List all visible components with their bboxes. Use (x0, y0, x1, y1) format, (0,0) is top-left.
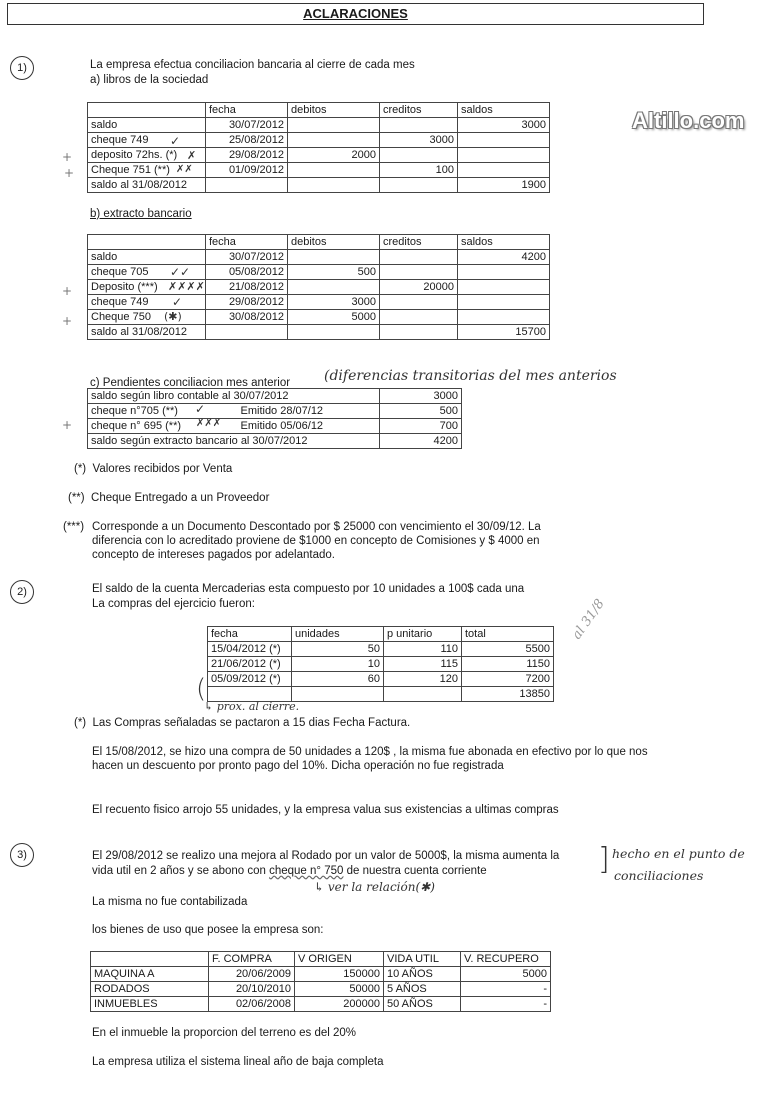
section-3-line5: En el inmueble la proporcion del terreno es del 20% (92, 1027, 357, 1039)
table-row (88, 118, 550, 133)
cell: 150000 (295, 967, 384, 982)
paragraph-line: hacen un descuento por pronto pago del 10%. Dicha operación no fue registrada (92, 760, 504, 772)
table-header-row (88, 235, 550, 250)
cell (206, 325, 288, 340)
cell: 4200 (458, 250, 550, 265)
section-1-intro: La empresa efectua conciliacion bancaria al cierre de cada mes (90, 59, 415, 71)
cell: 2000 (288, 148, 380, 163)
page-title: ACLARACIONES (303, 6, 408, 21)
cell: saldo al 31/08/2012 (88, 325, 206, 340)
header-cell: fecha (206, 235, 288, 250)
cell: 1150 (462, 657, 554, 672)
circled-asterisk-icon: (✱) (164, 310, 182, 323)
cell: Cheque 751 (**) (88, 163, 206, 178)
cell: deposito 72hs. (*) (88, 148, 206, 163)
cell: 01/09/2012 (206, 163, 288, 178)
header-cell: creditos (380, 103, 458, 118)
table-pendientes (87, 388, 462, 449)
note-2 (68, 491, 269, 505)
table-row (88, 265, 550, 280)
header-cell: saldos (458, 235, 550, 250)
cell: 25/08/2012 (206, 133, 288, 148)
cell: 50 (292, 642, 384, 657)
cell: 500 (380, 404, 462, 419)
header-cell: p unitario (384, 627, 462, 642)
cell: RODADOS (91, 982, 209, 997)
table-row (88, 295, 550, 310)
cell: 20/06/2009 (209, 967, 295, 982)
cell: saldo al 31/08/2012 (88, 178, 206, 193)
cell: saldo según extracto bancario al 30/07/2012 (88, 434, 380, 449)
cell (380, 118, 458, 133)
cell: 5500 (462, 642, 554, 657)
header-cell: saldos (458, 103, 550, 118)
section-3-line3: La misma no fue contabilizada (92, 896, 248, 908)
cell: 29/08/2012 (206, 295, 288, 310)
cell: saldo (88, 250, 206, 265)
table-row (88, 404, 462, 419)
table-row (88, 389, 462, 404)
cell (458, 148, 550, 163)
cell: 30/08/2012 (206, 310, 288, 325)
cell: 15/04/2012 (*) (208, 642, 292, 657)
handwritten-side-note-line2: conciliaciones (614, 868, 704, 883)
table-row (208, 657, 554, 672)
section-2-note-text: Las Compras señaladas se pactaron a 15 dias Fecha Factura. (92, 717, 411, 729)
cell (288, 118, 380, 133)
cell: cheque n°705 (**) (88, 404, 238, 419)
cell: 3000 (458, 118, 550, 133)
handwritten-side-note-line1: hecho en el punto de (612, 846, 745, 861)
cell (380, 265, 458, 280)
cell: cheque 749 (88, 295, 206, 310)
cell: 60 (292, 672, 384, 687)
cell: 50 AÑOS (384, 997, 461, 1012)
cell: 02/06/2008 (209, 997, 295, 1012)
header-cell: V ORIGEN (295, 952, 384, 967)
section-3-line1: El 29/08/2012 se realizo una mejora al Rodado por un valor de 5000$, la misma aumenta la (92, 850, 560, 862)
section-2-line2: La compras del ejercicio fueron: (92, 598, 255, 610)
table-row (91, 982, 551, 997)
cell: 4200 (380, 434, 462, 449)
section-3-line2-post: de nuestra cuenta corriente (343, 865, 487, 877)
header-cell (88, 235, 206, 250)
table-extracto (87, 234, 550, 340)
cell: cheque 749 (88, 133, 206, 148)
cell (458, 295, 550, 310)
note-2-mark: (**) (68, 492, 85, 504)
double-check-mark-icon: ✓✓ (170, 265, 191, 279)
cell: 29/08/2012 (206, 148, 288, 163)
cell: 3000 (380, 133, 458, 148)
cell: 15700 (458, 325, 550, 340)
header-cell: VIDA UTIL (384, 952, 461, 967)
table-row (88, 250, 550, 265)
table-compras (207, 626, 554, 702)
cell (288, 178, 380, 193)
section-1-number: 1) (10, 56, 34, 80)
check-mark-icon: ✓ (170, 134, 181, 148)
table-row (208, 672, 554, 687)
cell: 200000 (295, 997, 384, 1012)
cell: saldo (88, 118, 206, 133)
handwritten-ver-relacion (314, 880, 435, 894)
cell (288, 250, 380, 265)
cell: 30/07/2012 (206, 118, 288, 133)
cell: 5 AÑOS (384, 982, 461, 997)
cell: Emitido 28/07/12 (238, 404, 380, 419)
cell: Cheque 750 (88, 310, 206, 325)
note-2-text: Cheque Entregado a un Proveedor (91, 492, 270, 504)
arrow-icon: ↳ (314, 880, 325, 894)
cell: - (461, 997, 551, 1012)
plus-mark-icon: + (62, 418, 73, 432)
table-header-row (208, 627, 554, 642)
handwritten-al-31-8: al 31/8 (569, 596, 608, 643)
cell: MAQUINA A (91, 967, 209, 982)
cell: 10 (292, 657, 384, 672)
cell: 7200 (462, 672, 554, 687)
table-row (88, 434, 462, 449)
cell: 20/10/2010 (209, 982, 295, 997)
handwritten-prox-cierre-text: prox. al cierre. (216, 700, 300, 713)
note-1 (74, 462, 232, 476)
header-cell (91, 952, 209, 967)
table-row (208, 642, 554, 657)
cross-mark-icon: ✗ (187, 149, 197, 162)
note-3-mark: (***) (63, 521, 85, 533)
cell (380, 178, 458, 193)
header-cell: fecha (208, 627, 292, 642)
plus-mark-icon: + (62, 314, 73, 328)
section-2-note-mark: (*) (74, 717, 87, 729)
cell: 500 (288, 265, 380, 280)
note-3-line: concepto de intereses pagados por adelantado. (92, 549, 335, 561)
header-cell: debitos (288, 235, 380, 250)
table-row (88, 325, 550, 340)
bracket-mark-icon: ] (598, 842, 610, 877)
cell: 5000 (288, 310, 380, 325)
handwritten-prox-cierre (204, 700, 299, 713)
section-3-line2-pre: vida util en 2 años y se abono con (92, 865, 270, 877)
cell (458, 163, 550, 178)
header-cell: unidades (292, 627, 384, 642)
cell: 100 (380, 163, 458, 178)
arrow-icon: ↳ (204, 700, 214, 713)
paragraph-line: El 15/08/2012, se hizo una compra de 50 unidades a 120$ , la misma fue abonada en efectivo por lo que nos (92, 746, 648, 758)
table-row (88, 419, 462, 434)
section-3-line2 (92, 864, 487, 878)
header-cell: F. COMPRA (209, 952, 295, 967)
cell (288, 280, 380, 295)
cell: Emitido 05/06/12 (238, 419, 380, 434)
section-1a-heading: a) libros de la sociedad (90, 74, 209, 86)
bracket-mark-icon: ( (196, 674, 207, 704)
cell (458, 280, 550, 295)
section-2-paragraph-2: El recuento fisico arrojo 55 unidades, y la empresa valua sus existencias a ultimas compras (92, 804, 559, 816)
check-mark-icon: ✓ (172, 295, 183, 309)
section-2-line1: El saldo de la cuenta Mercaderias esta compuesto por 10 unidades a 100$ cada una (92, 583, 525, 595)
cell (380, 250, 458, 265)
table-row (88, 280, 550, 295)
table-row (88, 310, 550, 325)
cell: 3000 (288, 295, 380, 310)
cell (384, 687, 462, 702)
note-3-text (92, 520, 692, 562)
cell: saldo según libro contable al 30/07/2012 (88, 389, 380, 404)
cell (458, 133, 550, 148)
header-cell: total (462, 627, 554, 642)
cell: 3000 (380, 389, 462, 404)
cell: cheque n° 695 (**) (88, 419, 238, 434)
section-2-paragraph-1 (92, 745, 648, 773)
note-1-mark: (*) (74, 463, 87, 475)
header-cell: creditos (380, 235, 458, 250)
section-3-number: 3) (10, 843, 34, 867)
note-3-line: diferencia con lo acreditado proviene de $1000 en concepto de Comisiones y $ 4000 en (92, 535, 540, 547)
cross-mark-icon: ✗✗✗✗ (168, 280, 205, 293)
cell: 120 (384, 672, 462, 687)
table-row (91, 997, 551, 1012)
cell: 30/07/2012 (206, 250, 288, 265)
cell: Deposito (***) (88, 280, 206, 295)
table-header-row (91, 952, 551, 967)
note-3-line: Corresponde a un Documento Descontado por $ 25000 con vencimiento el 30/09/12. La (92, 521, 541, 533)
section-1c-heading: c) Pendientes conciliacion mes anterior (90, 377, 291, 389)
cell (380, 148, 458, 163)
cell: 21/08/2012 (206, 280, 288, 295)
cell: 50000 (295, 982, 384, 997)
table-row (88, 133, 550, 148)
circled-asterisk-icon: (✱) (415, 880, 435, 894)
double-check-mark-icon: ✓ (195, 402, 206, 416)
table-header-row (88, 103, 550, 118)
cell (458, 310, 550, 325)
cell: cheque 705 (88, 265, 206, 280)
cell (288, 133, 380, 148)
cell: INMUEBLES (91, 997, 209, 1012)
cell: 5000 (461, 967, 551, 982)
cell: 110 (384, 642, 462, 657)
handwritten-ver-relacion-text: ver la relación (327, 880, 416, 894)
cell (288, 325, 380, 340)
handwritten-note-diferencias: (diferencias transitorias del mes anterios (324, 368, 617, 384)
cell: - (461, 982, 551, 997)
cell: 13850 (462, 687, 554, 702)
altillo-logo: Altillo.com (632, 108, 745, 133)
table-libros (87, 102, 550, 193)
cell: 115 (384, 657, 462, 672)
table-row (88, 178, 550, 193)
cell (458, 265, 550, 280)
cell (380, 310, 458, 325)
section-3-line4: los bienes de uso que posee la empresa son: (92, 924, 324, 936)
table-row (91, 967, 551, 982)
cell: 05/09/2012 (*) (208, 672, 292, 687)
table-bienes-de-uso (90, 951, 551, 1012)
cell: 700 (380, 419, 462, 434)
cell (380, 325, 458, 340)
header-cell: fecha (206, 103, 288, 118)
note-1-text: Valores recibidos por Venta (92, 463, 233, 475)
plus-mark-icon: + (62, 284, 73, 298)
plus-mark-icon: + (64, 166, 75, 180)
cell (292, 687, 384, 702)
cell: 10 AÑOS (384, 967, 461, 982)
cross-mark-icon: ✗✗✗ (196, 418, 222, 429)
table-row (88, 148, 550, 163)
header-cell: V. RECUPERO (461, 952, 551, 967)
page-title-box (7, 3, 704, 25)
section-1b-heading: b) extracto bancario (90, 208, 192, 220)
cell (380, 295, 458, 310)
cell: 05/08/2012 (206, 265, 288, 280)
cell: 1900 (458, 178, 550, 193)
plus-mark-icon: + (62, 150, 73, 164)
section-2-note (74, 716, 410, 730)
section-2-number: 2) (10, 580, 34, 604)
cell: 21/06/2012 (*) (208, 657, 292, 672)
cross-mark-icon: ✗✗ (176, 164, 193, 175)
section-3-cheque-ref: cheque n° 750 (269, 865, 344, 877)
header-cell (88, 103, 206, 118)
section-3-line6: La empresa utiliza el sistema lineal año de baja completa (92, 1056, 384, 1068)
header-cell: debitos (288, 103, 380, 118)
cell (206, 178, 288, 193)
cell: 20000 (380, 280, 458, 295)
table-row (88, 163, 550, 178)
cell (288, 163, 380, 178)
